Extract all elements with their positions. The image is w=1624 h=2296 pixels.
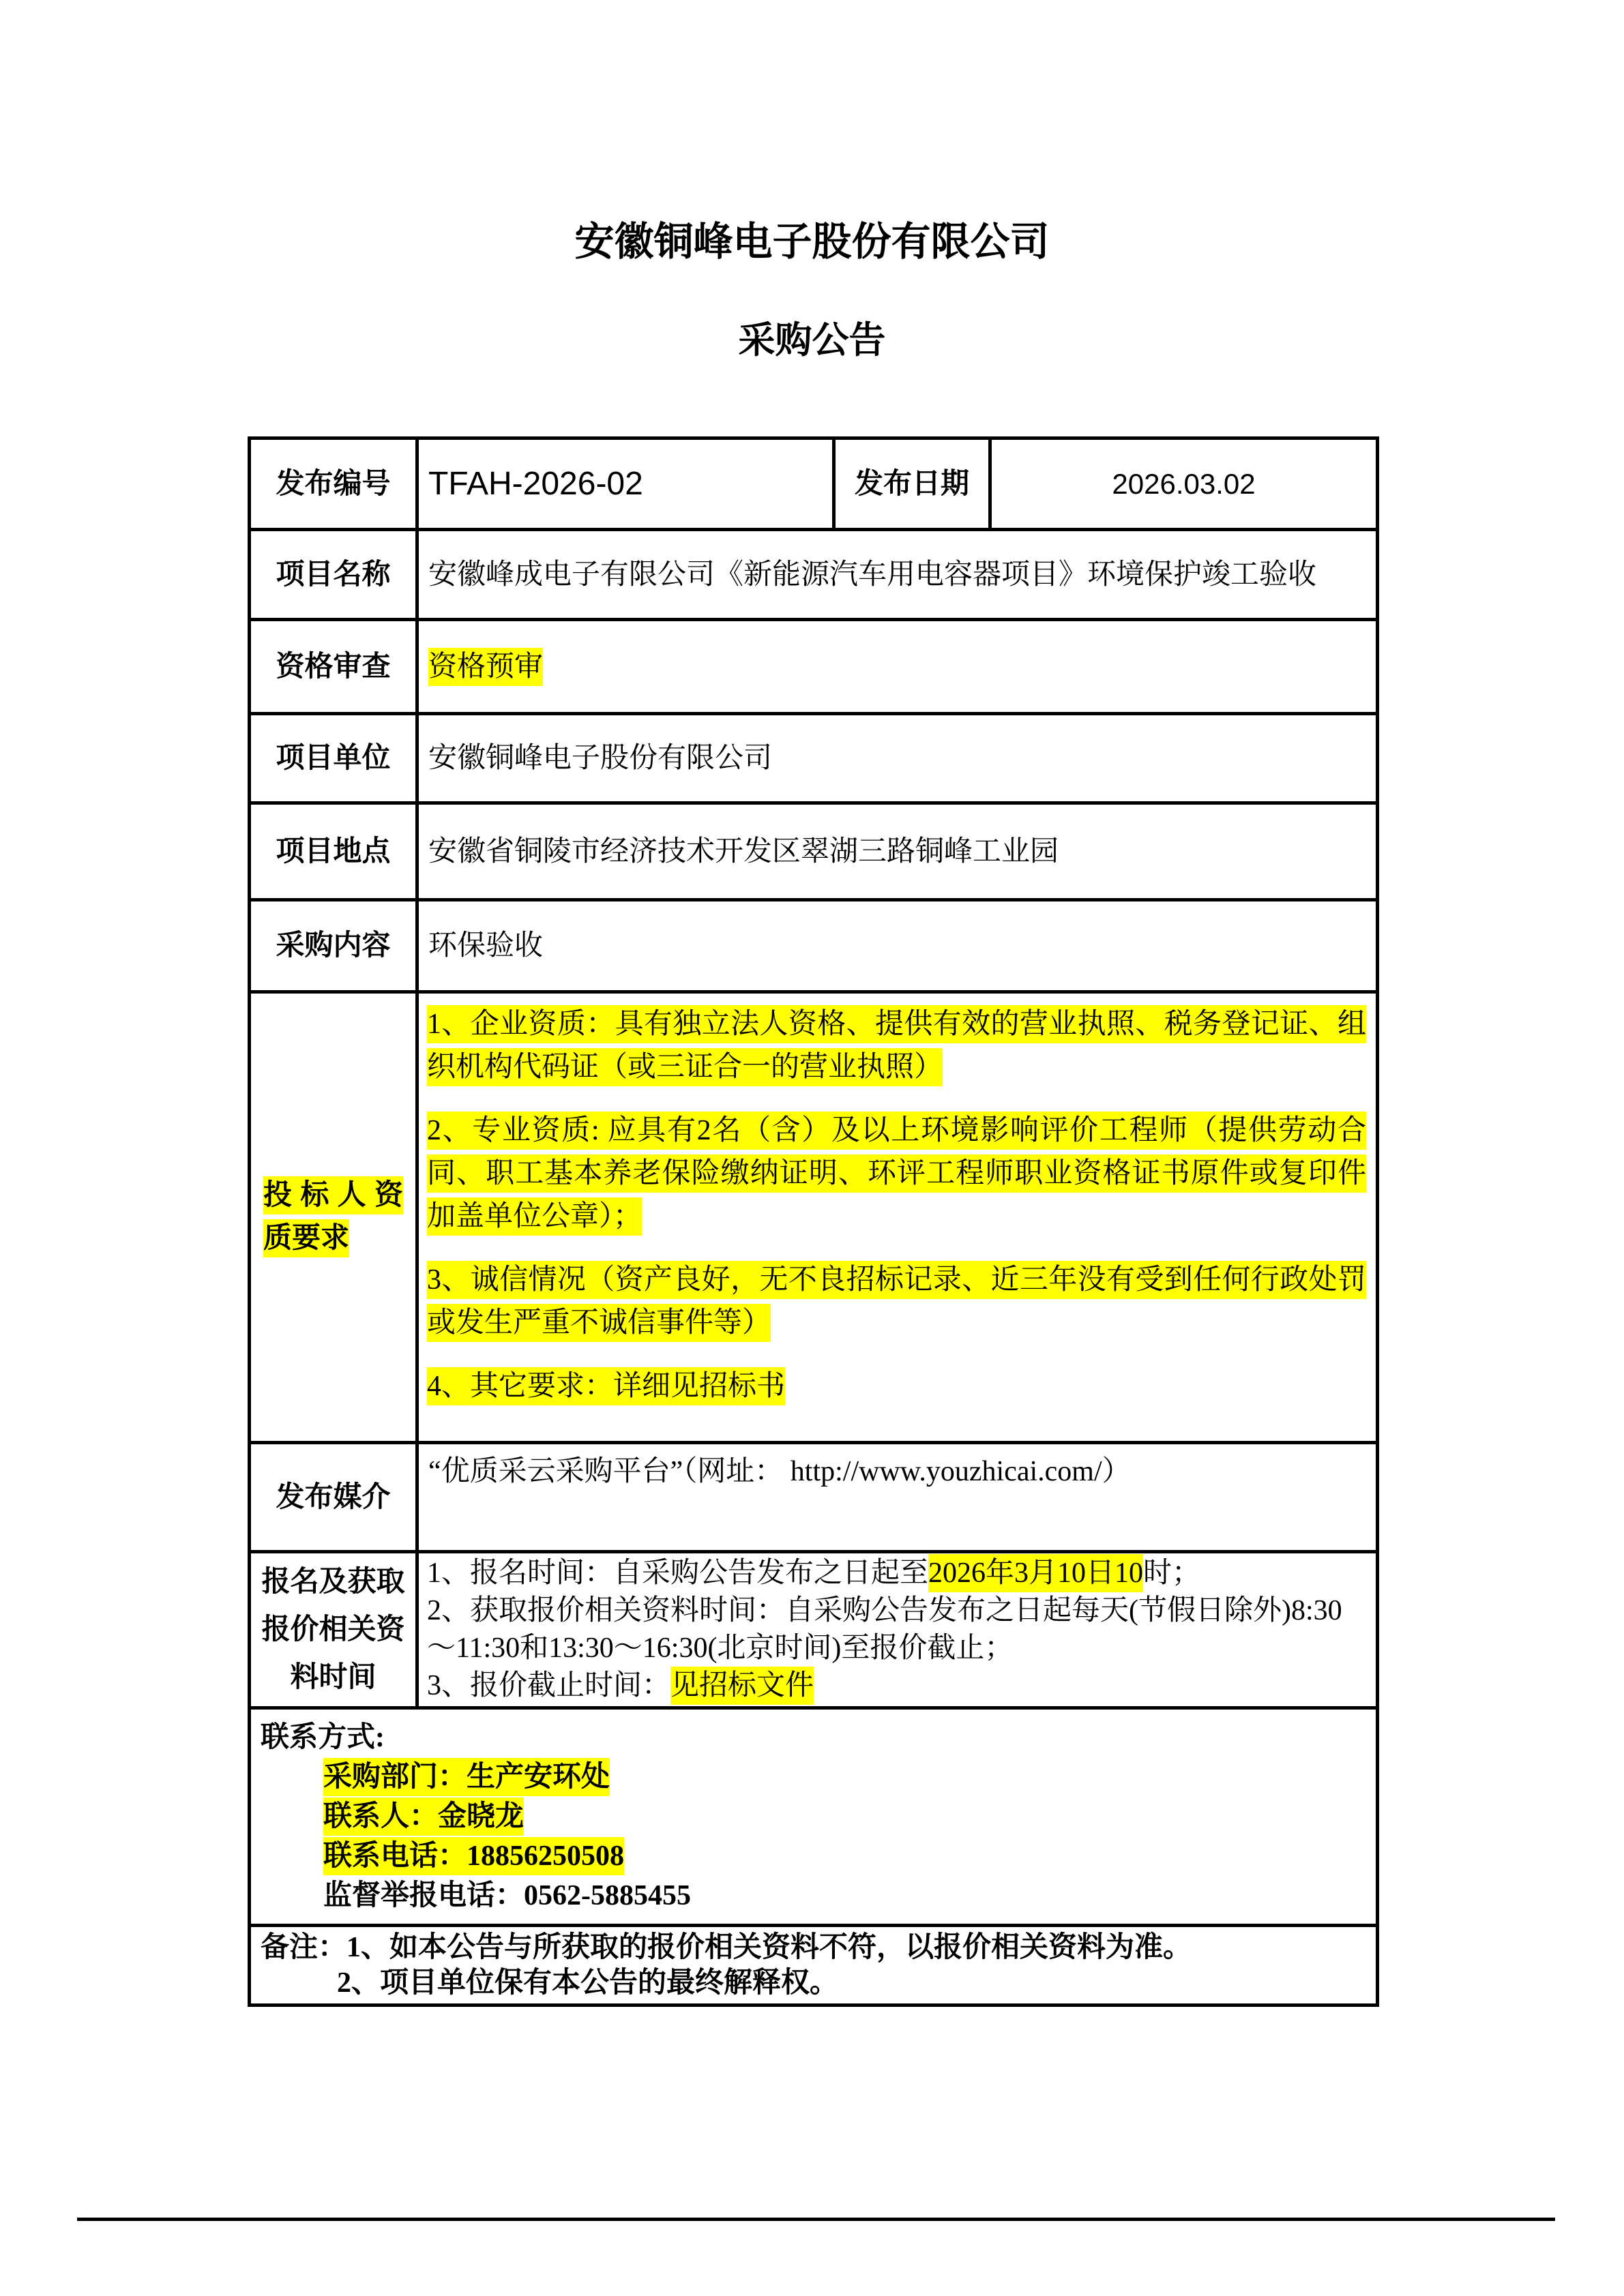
table-row-qualification — [250, 620, 1378, 714]
project-location-label: 项目地点 — [250, 803, 417, 900]
qualification-label: 资格审查 — [250, 620, 417, 714]
release-date-label: 发布日期 — [834, 438, 990, 530]
schedule-label-line: 报价相关资 — [261, 1614, 405, 1645]
procurement-content-value: 环保验收 — [417, 900, 1378, 992]
procurement-content-label: 采购内容 — [250, 900, 417, 992]
requirement-item — [427, 1109, 1366, 1238]
announcement-table — [248, 436, 1379, 2007]
table-row-bidder-requirements — [250, 992, 1378, 1443]
table-row-release — [250, 438, 1378, 530]
schedule-label-line: 料时间 — [290, 1662, 377, 1693]
contact-heading: 联系方式: — [261, 1722, 385, 1753]
contact-department — [261, 1757, 1366, 1797]
requirement-item-highlight: 1、企业资质：具有独立法人资格、提供有效的营业执照、税务登记证、组织机构代码证（或三证合一的营业执照） — [427, 1005, 1366, 1086]
requirement-item-highlight: 4、其它要求：详细见招标书 — [427, 1367, 785, 1405]
requirement-item-highlight: 3、诚信情况（资产良好，无不良招标记录、近三年没有受到任何行政处罚或发生严重不诚信事件等） — [427, 1261, 1366, 1342]
contact-section — [250, 1708, 1378, 1926]
schedule-item-2: 2、获取报价相关资料时间：自采购公告发布之日起每天(节假日除外)8:30～11:30和13:30～16:30(北京时间)至报价截止； — [427, 1595, 1342, 1664]
project-location-value: 安徽省铜陵市经济技术开发区翠湖三路铜峰工业园 — [417, 803, 1378, 900]
table-row-remarks — [250, 1926, 1378, 2006]
schedule-item-1-suffix: 时； — [1143, 1557, 1201, 1589]
table-row-schedule — [250, 1552, 1378, 1708]
media-label: 发布媒介 — [250, 1443, 417, 1552]
project-unit-value: 安徽铜峰电子股份有限公司 — [417, 714, 1378, 803]
contact-department-highlight: 采购部门：生产安环处 — [323, 1758, 610, 1796]
contact-person — [261, 1797, 1366, 1836]
table-row-project-unit — [250, 714, 1378, 803]
schedule-item-1 — [427, 1555, 1368, 1592]
page-title: 采购公告 — [738, 320, 886, 361]
table-row-media — [250, 1443, 1378, 1552]
project-unit-label: 项目单位 — [250, 714, 417, 803]
bidder-requirements-label — [250, 992, 417, 1443]
table-row-project-name — [250, 530, 1378, 620]
contact-person-highlight: 联系人：金晓龙 — [323, 1798, 524, 1836]
table-row-procurement-content — [250, 900, 1378, 992]
schedule-item-1-highlight: 2026年3月10日10 — [928, 1554, 1143, 1592]
project-name-label: 项目名称 — [250, 530, 417, 620]
remarks-line-1: 备注：1、如本公告与所获取的报价相关资料不符，以报价相关资料为准。 — [261, 1932, 1192, 1963]
release-date-value: 2026.03.02 — [990, 438, 1378, 530]
requirement-item-highlight: 2、专业资质: 应具有2名（含）及以上环境影响评价工程师（提供劳动合同、职工基本养老保险缴纳证明、环评工程师职业资格证书原件或复印件加盖单位公章）； — [427, 1112, 1366, 1236]
remarks-section — [250, 1926, 1378, 2006]
schedule-item-3-prefix: 3、报价截止时间： — [427, 1670, 671, 1701]
contact-supervision-phone: 监督举报电话：0562-5885455 — [323, 1880, 691, 1911]
schedule-content — [417, 1552, 1378, 1708]
media-value: “优质采云采购平台”（网址： http://www.youzhicai.com/） — [417, 1443, 1378, 1552]
footer-rule — [77, 2218, 1555, 2221]
schedule-item-1-prefix: 1、报名时间：自采购公告发布之日起至 — [427, 1557, 929, 1589]
requirement-item — [427, 1259, 1366, 1345]
schedule-item-3 — [427, 1667, 1368, 1705]
table-row-project-location — [250, 803, 1378, 900]
requirement-item — [427, 1365, 1366, 1408]
release-no-label: 发布编号 — [250, 438, 417, 530]
schedule-item-3-highlight: 见招标文件 — [670, 1667, 814, 1705]
schedule-label-line: 报名及获取 — [261, 1566, 405, 1598]
table-row-contact — [250, 1708, 1378, 1926]
release-no-value: TFAH-2026-02 — [417, 438, 834, 530]
contact-phone-highlight: 联系电话：18856250508 — [323, 1837, 624, 1875]
qualification-value — [417, 620, 1378, 714]
qualification-highlight: 资格预审 — [428, 648, 543, 686]
schedule-label — [250, 1552, 417, 1708]
remarks-line-2: 2、项目单位保有本公告的最终解释权。 — [337, 1967, 839, 1999]
company-title: 安徽铜峰电子股份有限公司 — [574, 220, 1050, 264]
requirement-item — [427, 1003, 1366, 1089]
project-name-value: 安徽峰成电子有限公司《新能源汽车用电容器项目》环境保护竣工验收 — [417, 530, 1378, 620]
bidder-requirements-label-highlight: 投标人资质要求 — [263, 1176, 403, 1257]
bidder-requirements-content — [417, 992, 1378, 1443]
contact-phone — [261, 1836, 1366, 1876]
